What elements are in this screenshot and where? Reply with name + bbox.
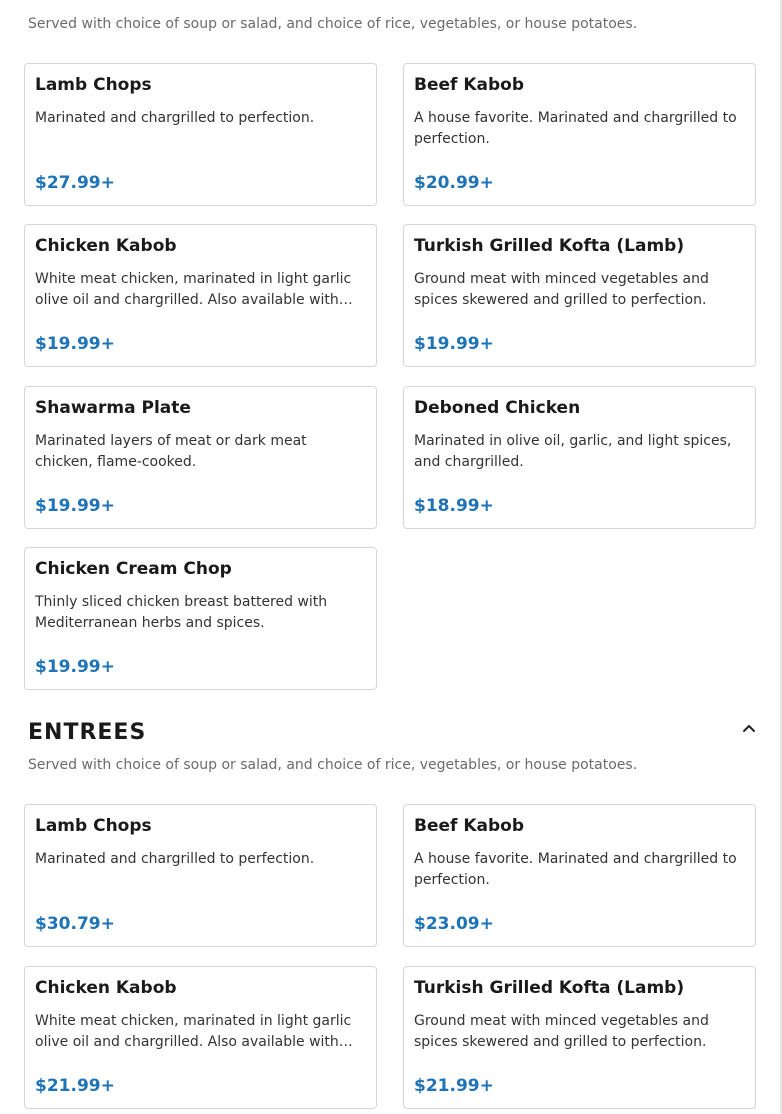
section-title: ENTREES <box>28 720 147 745</box>
menu-item-card[interactable] <box>403 224 756 367</box>
menu-item-card[interactable] <box>24 966 377 1109</box>
item-name: Shawarma Plate <box>35 398 191 418</box>
item-price: $18.99+ <box>414 496 494 516</box>
item-price: $23.09+ <box>414 914 494 934</box>
item-price: $27.99+ <box>35 173 115 193</box>
item-price: $19.99+ <box>35 334 115 354</box>
item-description: A house favorite. Marinated and chargrilled to perfection. <box>414 851 737 888</box>
item-description: Marinated and chargrilled to perfection. <box>35 110 315 126</box>
menu-item-card[interactable] <box>403 386 756 529</box>
item-description: Ground meat with minced vegetables and spices skewered and grilled to perfection. <box>414 271 709 308</box>
item-description: Marinated and chargrilled to perfection. <box>35 851 315 867</box>
item-description: Ground meat with minced vegetables and spices skewered and grilled to perfection. <box>414 1013 709 1050</box>
menu-item-card[interactable] <box>24 386 377 529</box>
item-price: $19.99+ <box>35 657 115 677</box>
menu-item-card[interactable] <box>403 63 756 206</box>
menu-item-card[interactable] <box>24 224 377 367</box>
menu-item-card[interactable] <box>403 804 756 947</box>
menu-item-card[interactable] <box>24 63 377 206</box>
item-description: Marinated layers of meat or dark meat chicken, flame-cooked. <box>35 433 307 470</box>
item-name: Chicken Kabob <box>35 978 177 998</box>
menu-item-card[interactable] <box>24 804 377 947</box>
item-description: White meat chicken, marinated in light garlic olive oil and chargrilled. Also available with… <box>35 1013 353 1050</box>
item-price: $19.99+ <box>414 334 494 354</box>
item-price: $21.99+ <box>414 1076 494 1096</box>
item-price: $21.99+ <box>35 1076 115 1096</box>
item-description: A house favorite. Marinated and chargrilled to perfection. <box>414 110 737 147</box>
item-name: Chicken Kabob <box>35 236 177 256</box>
item-name: Deboned Chicken <box>414 398 581 418</box>
item-description: White meat chicken, marinated in light garlic olive oil and chargrilled. Also available with… <box>35 271 353 308</box>
item-name: Beef Kabob <box>414 75 524 95</box>
section-header[interactable] <box>28 717 758 749</box>
item-price: $30.79+ <box>35 914 115 934</box>
menu-item-card[interactable] <box>24 547 377 690</box>
item-price: $20.99+ <box>414 173 494 193</box>
item-name: Turkish Grilled Kofta (Lamb) <box>414 236 685 256</box>
menu-item-card[interactable] <box>403 966 756 1109</box>
item-name: Turkish Grilled Kofta (Lamb) <box>414 978 685 998</box>
item-name: Lamb Chops <box>35 75 152 95</box>
item-description: Thinly sliced chicken breast battered with Mediterranean herbs and spices. <box>35 594 328 631</box>
item-description: Marinated in olive oil, garlic, and light spices, and chargrilled. <box>414 433 732 470</box>
item-name: Beef Kabob <box>414 816 524 836</box>
chevron-up-icon[interactable] <box>740 719 758 737</box>
section-subtitle: Served with choice of soup or salad, and choice of rice, vegetables, or house potatoes. <box>28 757 638 773</box>
section-subtitle: Served with choice of soup or salad, and choice of rice, vegetables, or house potatoes. <box>28 16 638 32</box>
item-price: $19.99+ <box>35 496 115 516</box>
item-name: Chicken Cream Chop <box>35 559 232 579</box>
item-name: Lamb Chops <box>35 816 152 836</box>
